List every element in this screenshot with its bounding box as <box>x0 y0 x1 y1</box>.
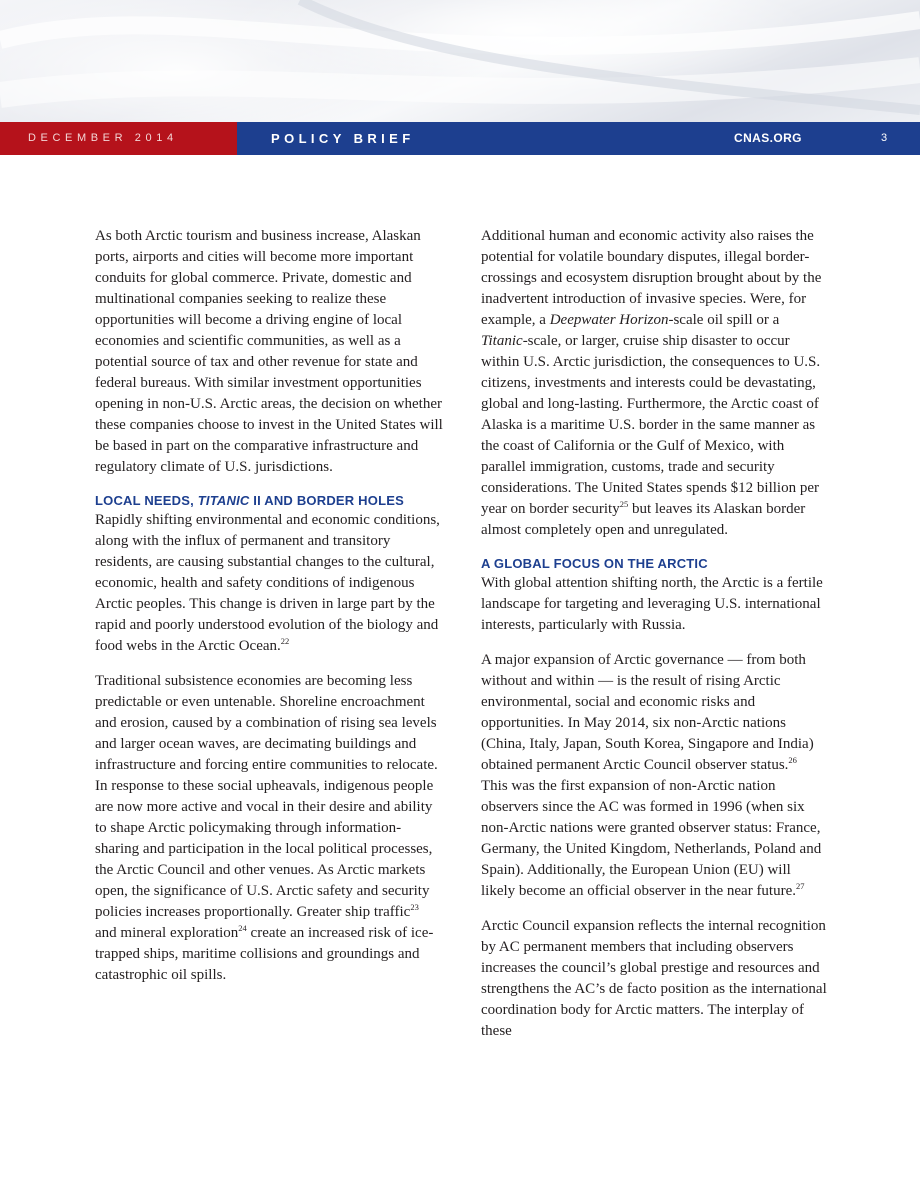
paragraph-text: -scale oil spill or a <box>668 312 780 328</box>
paragraph-text: This was the first expansion of non-Arctic nation observers since the AC was formed in 1996 (when six non-Arctic nations were granted observer status: France, Germany, the United Kingdom, Netherlands, Poland and Spain). Additionally, the European Union (EU) will likely become an official observer in the near future. <box>481 778 822 899</box>
header-date: DECEMBER 2014 <box>0 122 237 155</box>
paragraph-text: Rapidly shifting environmental and economic conditions, along with the influx of permanent and transitory residents, are causing substantial changes to the cultural, economic, health and safety conditions of indigenous Arctic peoples. This change is driven in large part by the rapid and poorly understood evolution of the biology and food webs in the Arctic Ocean. <box>95 512 440 654</box>
heading-text-italic: TITANIC <box>197 493 250 508</box>
header-site-link[interactable]: CNAS.ORG <box>734 131 802 145</box>
paragraph-subsistence <box>95 671 443 986</box>
paragraph-council-expansion: Arctic Council expansion reflects the internal recognition by AC permanent members that including observers increases the council’s global prestige and resources and strengthens the AC’s de facto position as the international coordination body for Arctic matters. The interplay of these <box>481 918 827 1039</box>
footnote-ref-27[interactable]: 27 <box>796 881 805 891</box>
italic-deepwater-horizon: Deepwater Horizon <box>549 312 669 328</box>
footnote-ref-22[interactable]: 22 <box>280 636 290 646</box>
footnote-ref-24[interactable]: 24 <box>238 923 247 933</box>
paragraph-text: and mineral exploration <box>95 925 239 941</box>
page-number: 3 <box>881 132 888 144</box>
left-column <box>95 226 443 1000</box>
swoosh-graphic <box>0 0 920 122</box>
header-doc-type: POLICY BRIEF <box>271 131 415 146</box>
italic-titanic: Titanic <box>481 333 523 349</box>
header-blue-section <box>237 122 920 155</box>
paragraph-border-risks <box>481 226 827 541</box>
footnote-ref-26[interactable]: 26 <box>788 755 797 765</box>
paragraph-text: Additional human and economic activity also raises the potential for volatile boundary disputes, illegal border-crossings and ecosystem disruption brought about by the inadvertent introduction of invasive species. Were, for example, a <box>481 228 822 328</box>
paragraph-text: create an increased risk of ice-trapped ships, maritime collisions and groundings and catastrophic oil spills. <box>95 925 434 983</box>
paragraph-indigenous-conditions <box>95 510 443 657</box>
footnote-ref-23[interactable]: 23 <box>410 902 419 912</box>
paragraph-text: A major expansion of Arctic governance — from both without and within — is the result of rising Arctic environmental, social and economic risks and opportunities. In May 2014, six non-Arctic nations (China, Italy, Japan, South Korea, Singapore and India) obtained permanent Arctic Council observer status. <box>481 652 814 773</box>
paragraph-governance-expansion <box>481 650 827 902</box>
footnote-ref-25[interactable]: 25 <box>619 499 629 509</box>
right-column <box>481 226 827 1056</box>
decorative-header-background <box>0 0 920 122</box>
section-heading-local-needs <box>95 492 443 510</box>
heading-text-end: II AND BORDER HOLES <box>249 493 404 508</box>
section-heading-global-focus: A GLOBAL FOCUS ON THE ARCTIC <box>481 556 708 571</box>
page-header-bar <box>0 122 920 155</box>
heading-text-start: LOCAL NEEDS, <box>95 493 198 508</box>
paragraph-text: Traditional subsistence economies are becoming less predictable or even untenable. Shoreline encroachment and erosion, caused by a combination of rising sea levels and larger ocean waves, are decimating buildings and infrastructure and forcing entire communities to relocate. In response to these social upheavals, indigenous people are now more active and vocal in their desire and ability to shape Arctic policymaking through information-sharing and participation in the local political processes, the Arctic Council and other venues. As Arctic markets open, the significance of U.S. Arctic safety and security policies increases proportionally. Greater ship traffic <box>95 673 438 920</box>
paragraph-global-attention: With global attention shifting north, the Arctic is a fertile landscape for targeting and leveraging U.S. international interests, particularly with Russia. <box>481 575 823 633</box>
paragraph-text: -scale, or larger, cruise ship disaster to occur within U.S. Arctic jurisdiction, the consequences to U.S. citizens, investments and interests could be devastating, global and long-lasting. Furthermore, the Arctic coast of Alaska is a maritime U.S. border in the same manner as the coast of California or the Gulf of Mexico, with parallel immigration, customs, trade and security considerations. The United States spends $12 billion per year on border security <box>481 333 821 517</box>
paragraph-text: but leaves its Alaskan border almost completely open and unregulated. <box>481 501 806 538</box>
paragraph-commerce: As both Arctic tourism and business increase, Alaskan ports, airports and cities will become more important conduits for global commerce. Private, domestic and multinational companies seeking to realize these opportunities will become a driving engine of local economies and scientific communities, as well as a potential source of tax and other revenue for state and federal bureaus. With similar investment opportunities opening in non-U.S. Arctic areas, the decision on whether these companies choose to invest in the United States will be based in part on the comparative infrastructure and regulatory climate of U.S. jurisdictions. <box>95 228 443 475</box>
